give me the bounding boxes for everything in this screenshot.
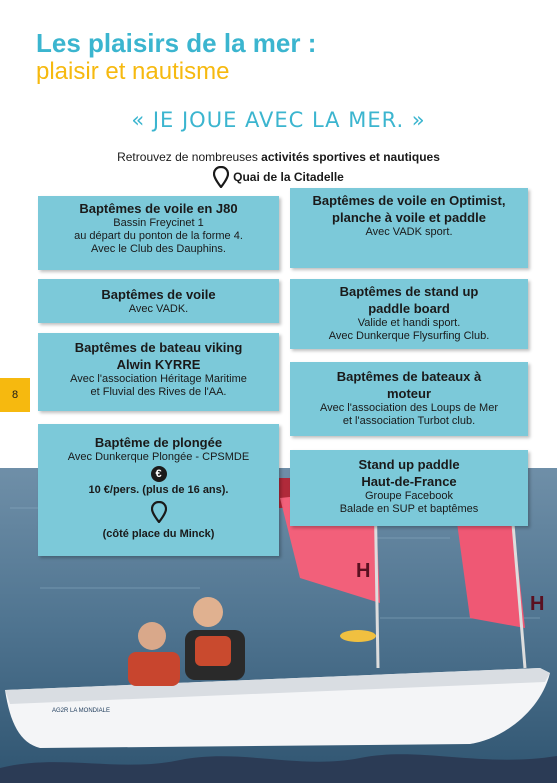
activity-line: Balade en SUP et baptêmes — [339, 503, 479, 515]
activity-title: Baptême de plongée — [94, 435, 223, 450]
activity-line: Groupe Facebook — [364, 490, 454, 502]
location-line — [0, 166, 557, 188]
place-text: (côté place du Minck) — [102, 528, 215, 540]
activity-line: au départ du ponton de la forme 4. — [74, 230, 243, 242]
activity-box-plongee — [38, 424, 279, 556]
activity-line: Avec l'association Héritage Maritime — [70, 373, 247, 385]
activity-line: Avec Dunkerque Flysurfing Club. — [328, 330, 490, 342]
sail-letter-2: H — [530, 593, 545, 615]
activity-box-optimist — [290, 188, 528, 268]
activity-title: Stand up paddle Haut-de-France — [358, 457, 460, 489]
intro-text-plain: Retrouvez de nombreuses — [117, 150, 262, 164]
intro-text — [0, 150, 557, 164]
price-text: 10 €/pers. (plus de 16 ans). — [88, 484, 229, 496]
slogan: « JE JOUE AVEC LA MER. » — [131, 108, 426, 132]
activity-line: Avec VADK sport. — [365, 226, 453, 238]
activity-title: Baptêmes de voile en Optimist, planche à voile et paddle — [312, 193, 506, 225]
activity-line: Avec Dunkerque Plongée - CPSMDE — [67, 451, 250, 463]
location-pin-icon — [213, 166, 229, 188]
intro-text-bold: activités sportives et nautiques — [261, 150, 440, 164]
activity-line: Avec VADK. — [128, 303, 189, 315]
activity-line: Bassin Freycinet 1 — [113, 217, 204, 229]
activity-box-moteur — [290, 362, 528, 436]
activity-title: Baptêmes de bateaux à moteur — [336, 369, 482, 401]
location-pin-icon — [151, 501, 167, 523]
activity-box-sup-hdf — [290, 450, 528, 526]
page-subtitle: plaisir et nautisme — [36, 58, 230, 85]
activity-line: Avec l'association des Loups de Mer — [320, 402, 498, 414]
euro-icon: € — [151, 466, 167, 482]
activity-box-sup — [290, 279, 528, 349]
activity-title: Baptêmes de stand up paddle board — [339, 284, 479, 316]
activity-box-viking — [38, 333, 279, 411]
activity-title: Baptêmes de voile — [101, 287, 216, 302]
page-number: 8 — [0, 378, 30, 412]
boat-hull-text: AG2R LA MONDIALE — [52, 708, 111, 714]
page-title: Les plaisirs de la mer : — [36, 28, 317, 58]
activity-line: Avec le Club des Dauphins. — [91, 243, 226, 255]
sail-letter: H — [356, 560, 371, 582]
activity-box-j80 — [38, 196, 279, 270]
location-label: Quai de la Citadelle — [233, 170, 344, 184]
activity-line: Valide et handi sport. — [357, 317, 461, 329]
activity-line: et l'association Turbot club. — [342, 415, 476, 427]
activity-title: Baptêmes de voile en J80 — [79, 201, 238, 216]
activity-title: Baptêmes de bateau viking Alwin KYRRE — [74, 340, 243, 372]
activity-line: et Fluvial des Rives de l'AA. — [90, 386, 227, 398]
activity-box-voile — [38, 279, 279, 323]
